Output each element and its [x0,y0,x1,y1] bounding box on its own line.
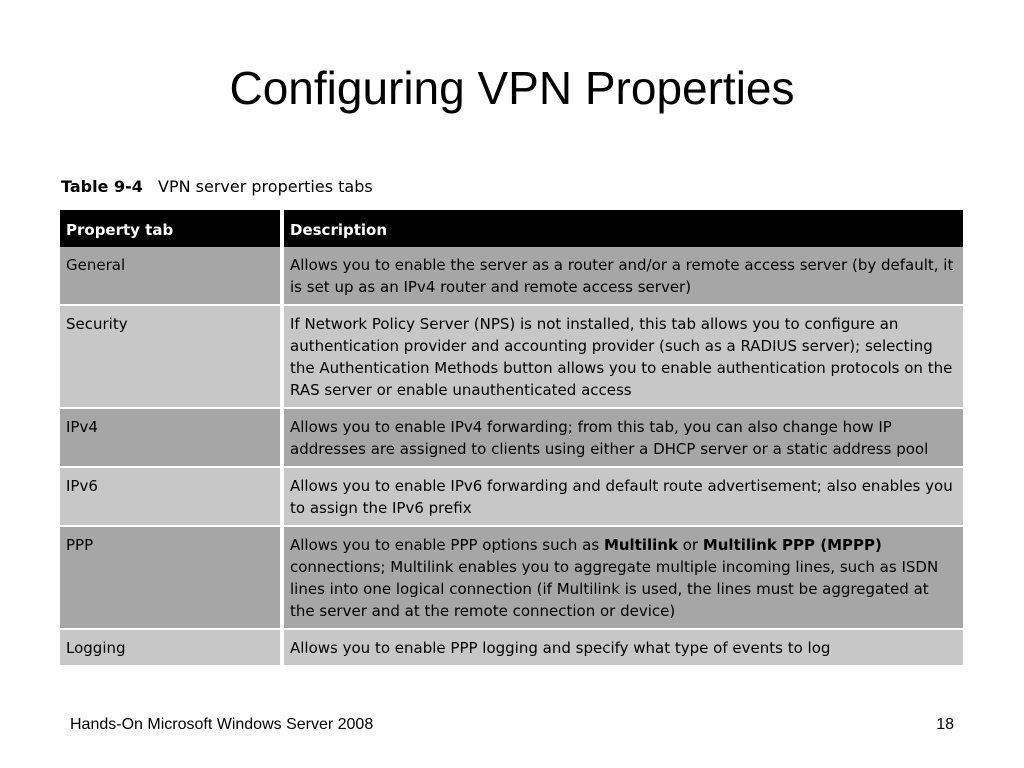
row-security-tab: Security [60,304,284,407]
table-row [60,304,963,407]
table-row [60,247,963,304]
ppp-mppp-term: Multilink PPP (MPPP) [702,536,882,554]
vpn-properties-table [60,210,963,665]
table-caption [61,177,373,196]
table-caption-number: Table 9-4 [61,177,143,196]
row-general-tab: General [60,247,284,304]
table-row [60,525,963,628]
row-general-description: Allows you to enable the server as a router and/or a remote access server (by default, it is set up as an IPv4 router and remote access server) [284,247,963,304]
table-caption-text: VPN server properties tabs [158,177,373,196]
header-description: Description [284,210,963,247]
row-ipv6-description: Allows you to enable IPv6 forwarding and default route advertisement; also enables you to assign the IPv6 prefix [284,466,963,525]
slide-title: Configuring VPN Properties [229,62,795,114]
row-ppp-tab: PPP [60,525,284,628]
row-ipv4-tab: IPv4 [60,407,284,466]
footer-course-title: Hands-On Microsoft Windows Server 2008 [70,716,374,733]
row-security-description: If Network Policy Server (NPS) is not installed, this tab allows you to configure an authentication provider and accounting provider (such as a RADIUS server); selecting the Authentication Methods button allows you to enable authentication protocols on the RAS server or enable unauthenticated access [284,304,963,407]
row-ipv6-tab: IPv6 [60,466,284,525]
row-ppp-description [284,525,963,628]
row-logging-description: Allows you to enable PPP logging and specify what type of events to log [284,628,963,665]
table-row [60,407,963,466]
table-row [60,466,963,525]
ppp-desc-part: Allows you to enable PPP options such as [290,536,604,554]
table-header-row [60,210,963,247]
ppp-multilink-term: Multilink [603,536,678,554]
table-row [60,628,963,665]
header-property-tab: Property tab [60,210,284,247]
ppp-desc-part: connections; Multilink enables you to aggregate multiple incoming lines, such as ISDN lines into one logical connection (if Multilink is used, the lines must be aggregated at the server and at the remote connection or device) [290,558,939,620]
ppp-desc-part: or [677,536,703,554]
page-number: 18 [936,716,954,733]
row-ipv4-description: Allows you to enable IPv4 forwarding; from this tab, you can also change how IP addresses are assigned to clients using either a DHCP server or a static address pool [284,407,963,466]
row-logging-tab: Logging [60,628,284,665]
